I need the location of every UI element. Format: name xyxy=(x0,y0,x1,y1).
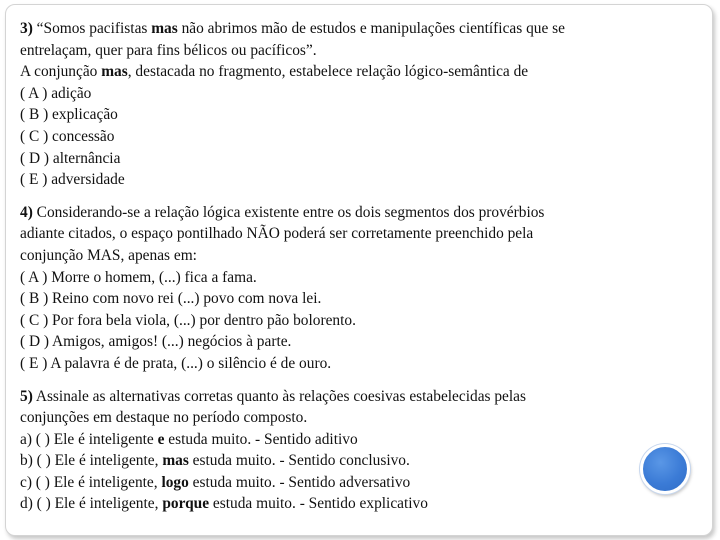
q3-text: não abrimos mão de estudos e manipulações científicas que se xyxy=(177,20,565,37)
q5-item-text: estuda muito. - Sentido conclusivo. xyxy=(188,452,410,470)
q3-line-3 xyxy=(20,61,670,83)
q5-conjunction: porque xyxy=(162,495,210,513)
q5-conjunction: mas xyxy=(162,452,189,470)
q5-number: 5) xyxy=(20,387,33,405)
q4-line-2: adiante citados, o espaço pontilhado NÃO poderá ser corretamente preenchido pela xyxy=(20,225,534,243)
q5-line-1 xyxy=(20,386,670,408)
q5-item-b xyxy=(20,450,670,472)
q4-text: Considerando-se a relação lógica existente entre os dois segmentos dos provérbios xyxy=(32,203,545,221)
q3-text: A conjunção xyxy=(20,63,102,81)
q5-item-text: b) ( ) Ele é inteligente, xyxy=(20,452,163,470)
q3-text: “Somos pacifistas xyxy=(32,20,152,37)
q5-item-text: estuda muito. - Sentido explicativo xyxy=(209,495,428,513)
q3-option-b: ( B ) explicação xyxy=(20,106,118,124)
q3-line-1 xyxy=(20,18,670,40)
q5-text: Assinale as alternativas corretas quanto às relações coesivas estabelecidas pelas xyxy=(32,387,526,405)
spacer xyxy=(20,191,670,202)
q5-item-text: a) ( ) Ele é inteligente xyxy=(20,430,158,448)
q5-item-text: estuda muito. - Sentido aditivo xyxy=(164,430,358,448)
q3-option-a: ( A ) adição xyxy=(20,84,92,102)
q3-text: , destacada no fragmento, estabelece relação lógico-semântica de xyxy=(127,63,529,81)
q4-line-1 xyxy=(20,202,670,224)
q4-line-3: conjunção MAS, apenas em: xyxy=(20,246,197,264)
q3-number: 3) xyxy=(20,20,33,37)
q5-item-d xyxy=(20,493,670,515)
q5-conjunction: logo xyxy=(161,473,189,491)
spacer xyxy=(20,375,670,386)
q4-option-c: ( C ) Por fora bela viola, (...) por dentro pão bolorento. xyxy=(20,311,356,329)
q4-option-e: ( E ) A palavra é de prata, (...) o silêncio é de ouro. xyxy=(20,354,332,372)
q3-option-d: ( D ) alternância xyxy=(20,149,121,167)
q5-item-c xyxy=(20,472,670,494)
q3-highlight-mas: mas xyxy=(151,20,178,37)
q3-option-e: ( E ) adversidade xyxy=(20,171,125,189)
q4-option-d: ( D ) Amigos, amigos! (...) negócios à parte. xyxy=(20,333,292,351)
q3-option-c: ( C ) concessão xyxy=(20,127,115,145)
q5-line-2: conjunções em destaque no período composto. xyxy=(20,409,308,427)
q5-conjunction: e xyxy=(157,430,165,448)
q3-highlight-mas: mas xyxy=(101,63,128,81)
slide-content xyxy=(20,18,670,515)
q4-option-b: ( B ) Reino com novo rei (...) povo com nova lei. xyxy=(20,290,322,308)
q3-line-2: entrelaçam, quer para fins bélicos ou pacíficos”. xyxy=(20,41,317,59)
q5-item-a xyxy=(20,429,670,451)
decorative-circle xyxy=(640,444,690,494)
q4-number: 4) xyxy=(20,203,33,221)
q5-item-text: estuda muito. - Sentido adversativo xyxy=(188,473,411,491)
q5-item-text: d) ( ) Ele é inteligente, xyxy=(20,495,163,513)
q4-option-a: ( A ) Morre o homem, (...) fica a fama. xyxy=(20,268,257,286)
q5-item-text: c) ( ) Ele é inteligente, xyxy=(20,473,162,491)
